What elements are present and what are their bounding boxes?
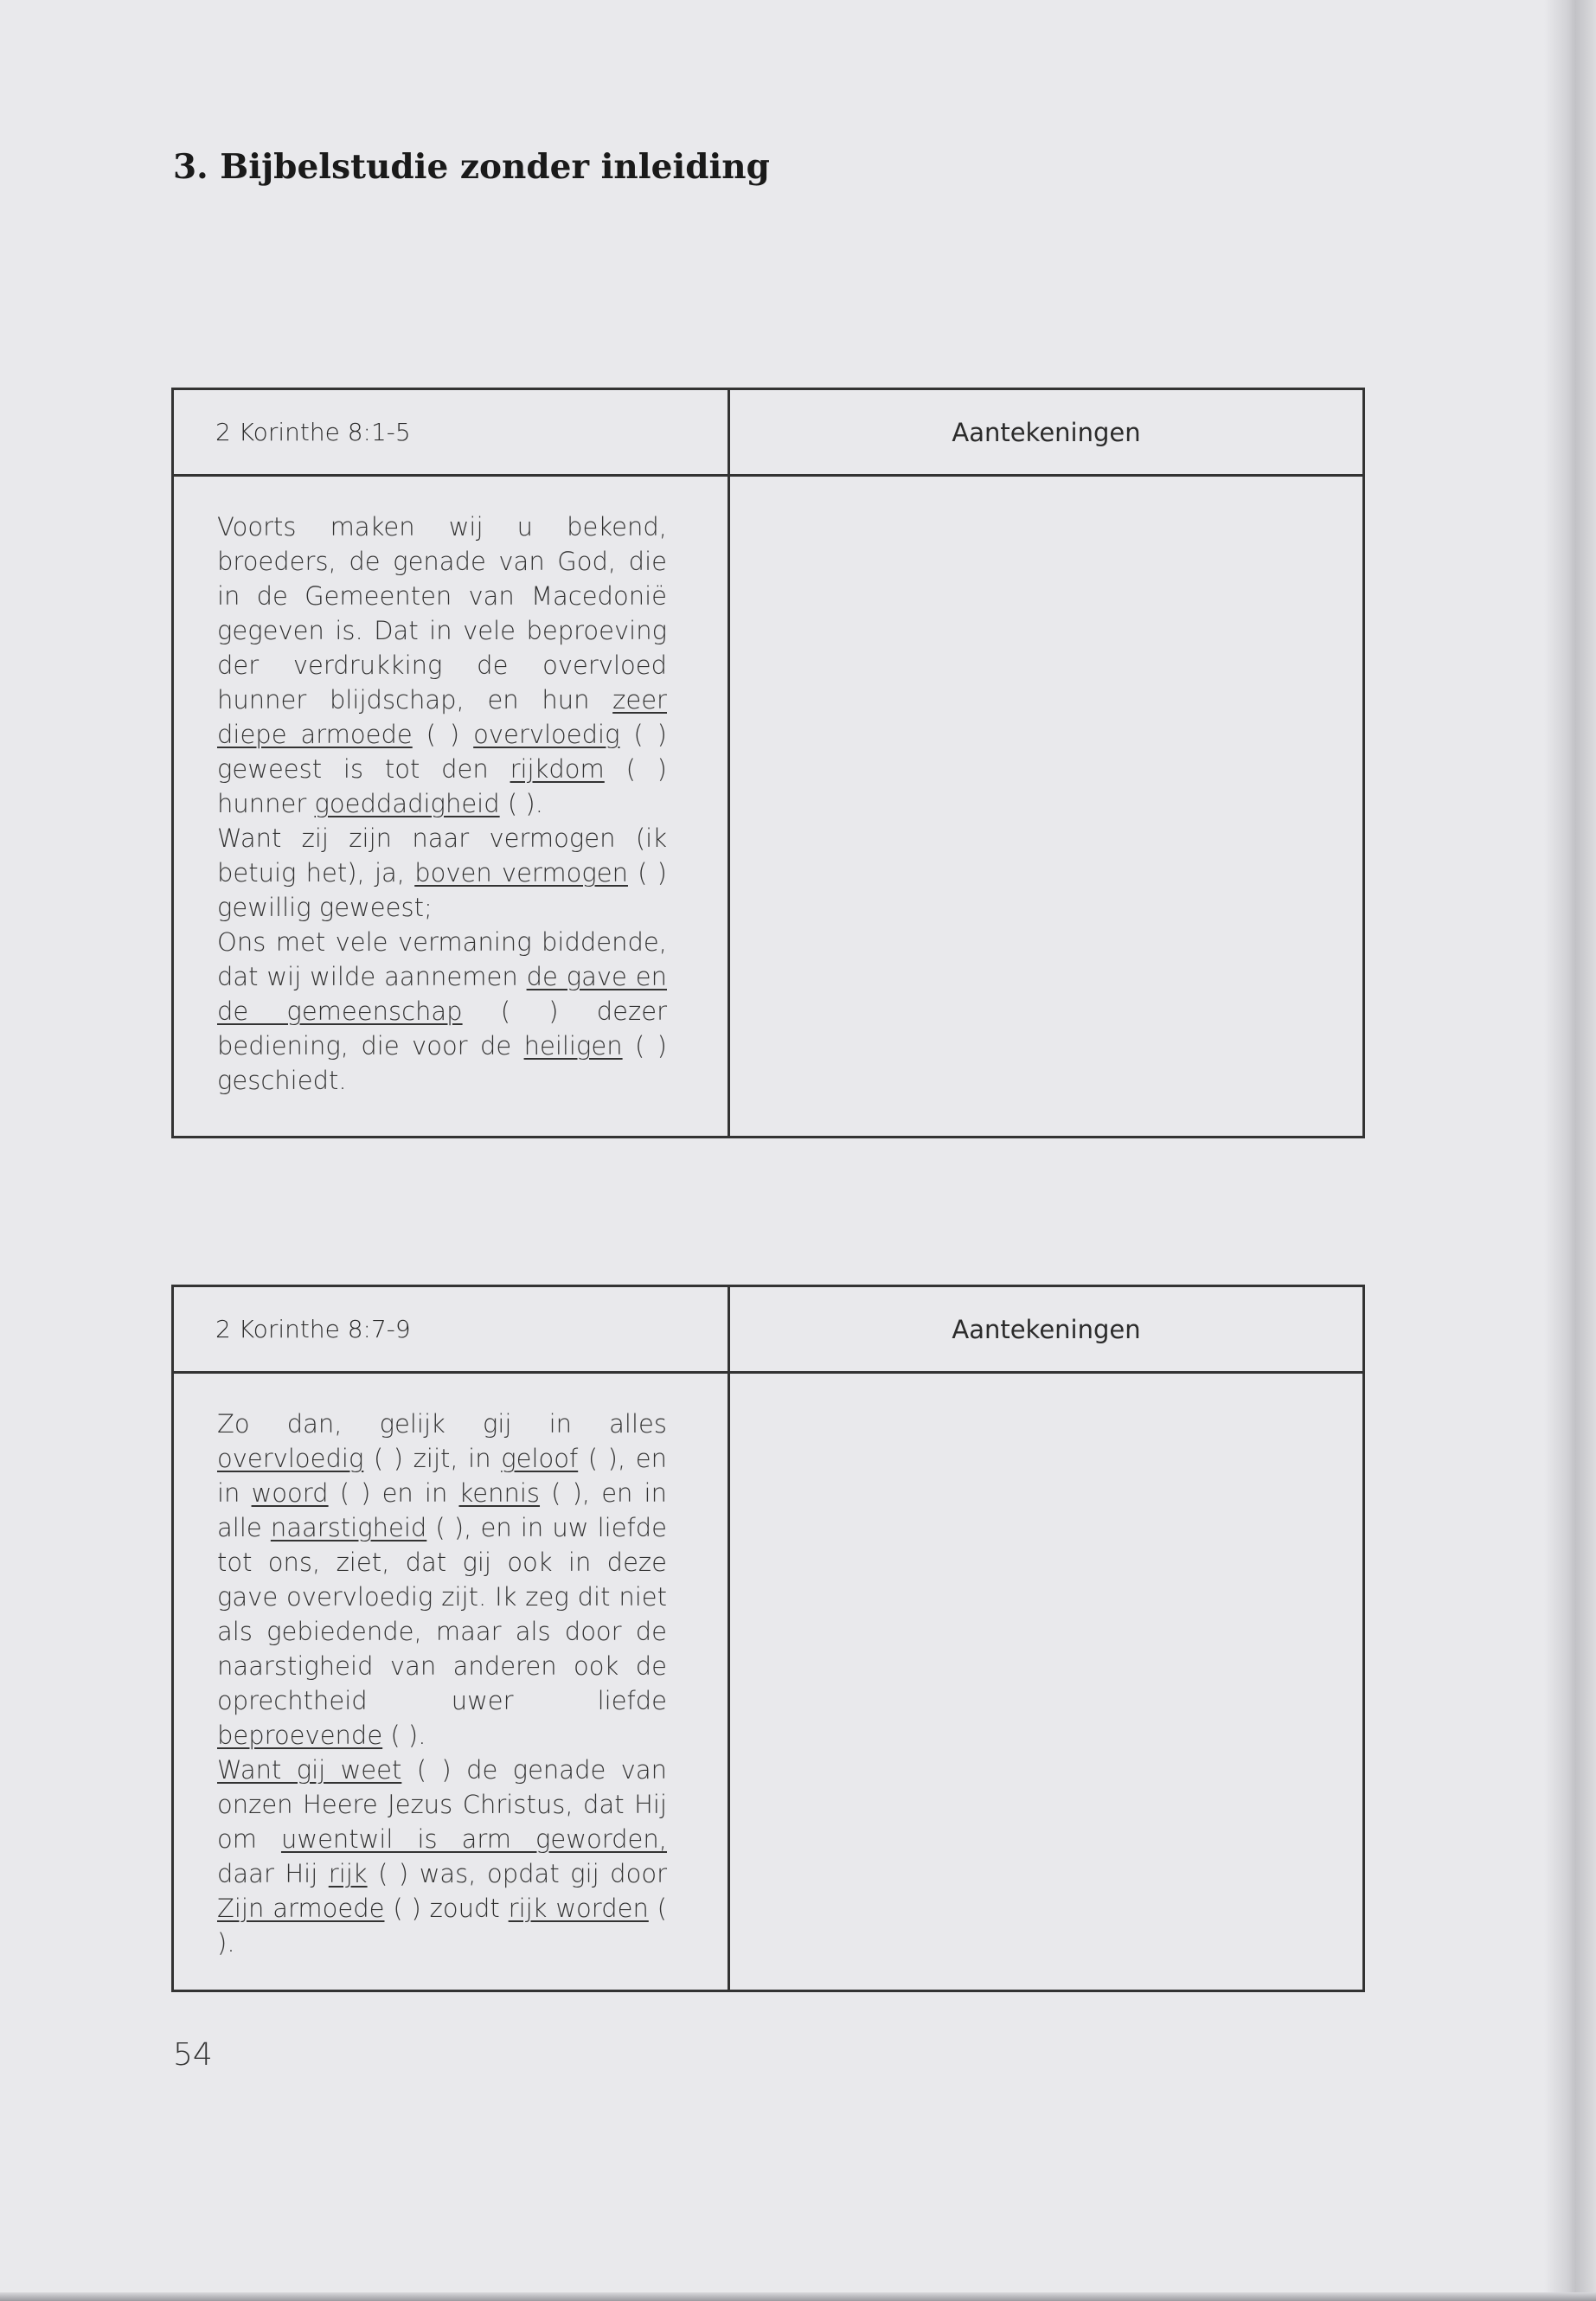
passage-segment: ( ) geschiedt.	[217, 1031, 667, 1095]
underlined-keyword: boven vermogen	[414, 858, 628, 888]
underlined-keyword: heiligen	[523, 1031, 623, 1061]
passage-paragraph	[217, 510, 667, 821]
underlined-keyword: kennis	[458, 1478, 541, 1508]
underlined-keyword: geloof	[501, 1444, 579, 1473]
passage-segment: ( ), en in uw liefde tot ons, ziet, dat gij ook in deze gave overvloedig zijt. Ik zeg dit niet als gebiedende, maar als door de naarstigheid van anderen ook de oprechtheid uwer liefde	[217, 1513, 667, 1715]
passage-segment: Zo dan, gelijk gij in alles	[217, 1409, 667, 1439]
notes-area[interactable]	[730, 1374, 1362, 1990]
passage-segment: ( ).	[499, 789, 543, 818]
passage-segment: ( ) de genade van onzen Heere Jezus Christus, dat Hij om	[217, 1755, 667, 1854]
passage-segment: ( ) hunner	[217, 754, 667, 818]
passage-text-cell	[174, 1374, 730, 1990]
notes-header: Aantekeningen	[730, 390, 1362, 477]
underlined-keyword: rijk worden	[508, 1894, 649, 1923]
underlined-keyword: overvloedig	[217, 1444, 364, 1473]
passage-segment: daar Hij	[217, 1859, 329, 1888]
page-bottom-edge	[0, 2292, 1596, 2301]
underlined-keyword: de gave en de gemeenschap	[217, 962, 667, 1026]
underlined-keyword: Want gij weet	[217, 1755, 402, 1785]
passage-segment: ( ) was, opdat gij door	[367, 1859, 667, 1888]
underlined-keyword: rijkdom	[510, 754, 605, 784]
passage-segment: ( )	[412, 720, 474, 749]
underlined-keyword: uwentwil is arm geworden,	[280, 1824, 667, 1854]
passage-segment: ( ), en in	[217, 1444, 667, 1508]
passage-segment: ( ) en in	[328, 1478, 459, 1508]
underlined-keyword: rijk	[328, 1859, 368, 1888]
passage-text	[217, 510, 667, 1098]
passage-segment: ( ), en in alle	[217, 1478, 667, 1542]
passage-paragraph	[217, 925, 667, 1098]
passage-segment: Ons met vele vermaning biddende, dat wij wilde aannemen	[217, 927, 667, 991]
underlined-keyword: Zijn armoede	[217, 1894, 385, 1923]
notes-header: Aantekeningen	[730, 1287, 1362, 1374]
page-number: 54	[173, 2037, 213, 2073]
underlined-keyword: naarstigheid	[270, 1513, 427, 1542]
study-table-8-7-9	[171, 1285, 1365, 1992]
passage-paragraph	[217, 821, 667, 925]
passage-reference: 2 Korinthe 8:1-5	[174, 390, 730, 477]
passage-segment: ( ) zijt, in	[363, 1444, 502, 1473]
passage-segment: Want zij zijn naar vermogen (ik betuig het), ja,	[217, 824, 667, 888]
passage-segment: Voorts maken wij u bekend, broeders, de genade van God, die in de Gemeenten van Macedonië gegeven is. Dat in vele beproeving der verdrukking de overvloed hunner blijdschap, en hun	[217, 512, 667, 715]
passage-reference: 2 Korinthe 8:7-9	[174, 1287, 730, 1374]
underlined-keyword: overvloedig	[473, 720, 620, 749]
passage-segment: ( ).	[217, 1894, 667, 1958]
underlined-keyword: goeddadigheid	[314, 789, 500, 818]
passage-segment: ( ) gewillig geweest;	[217, 858, 667, 922]
page-edge-shadow	[1544, 0, 1596, 2301]
passage-segment: ( ) zoudt	[384, 1894, 509, 1923]
passage-segment: ( ).	[382, 1721, 426, 1750]
passage-text	[217, 1407, 667, 1960]
notes-area[interactable]	[730, 477, 1362, 1136]
passage-paragraph	[217, 1753, 667, 1960]
underlined-keyword: woord	[251, 1478, 329, 1508]
passage-segment: ( ) geweest is tot den	[217, 720, 667, 784]
passage-paragraph	[217, 1407, 667, 1753]
passage-segment: ( ) dezer bediening, die voor de	[217, 997, 667, 1061]
underlined-keyword: zeer diepe armoede	[217, 685, 667, 749]
underlined-keyword: beproevende	[217, 1721, 383, 1750]
page-title: 3. Bijbelstudie zonder inleiding	[173, 147, 770, 187]
study-table-8-1-5	[171, 388, 1365, 1138]
passage-text-cell	[174, 477, 730, 1136]
